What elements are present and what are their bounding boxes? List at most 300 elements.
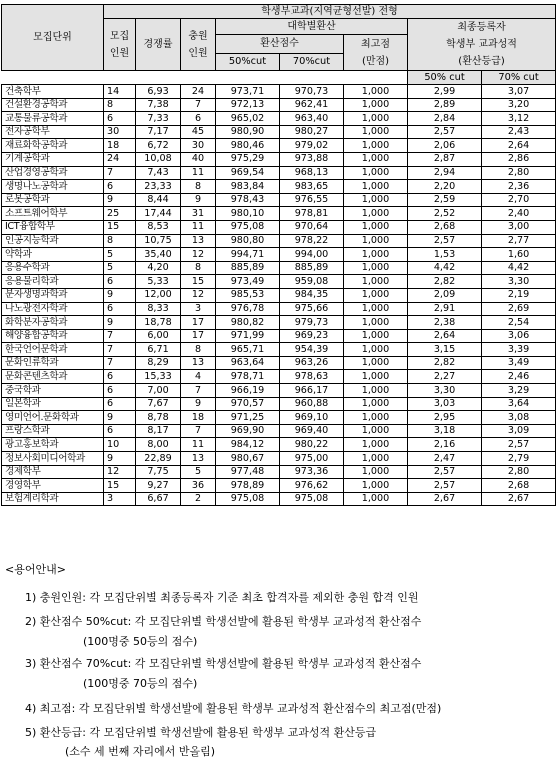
table-row bbox=[2, 85, 556, 99]
header-cut70: 70%cut bbox=[280, 54, 344, 71]
cell-unit: 일본학과 bbox=[2, 397, 104, 411]
cell-quota: 7 bbox=[104, 343, 136, 357]
cell-quota: 5 bbox=[104, 261, 136, 275]
cell-rate: 7,75 bbox=[136, 465, 181, 479]
cell-score-50: 980,82 bbox=[216, 316, 280, 330]
cell-extra: 8 bbox=[181, 343, 216, 357]
header-unit: 모집단위 bbox=[2, 5, 104, 71]
cell-score-70: 978,22 bbox=[280, 234, 344, 248]
cell-grade-50: 2,99 bbox=[408, 85, 482, 99]
table-row bbox=[2, 356, 556, 370]
note-continuation: (소수 세 번째 자리에서 반올림) bbox=[65, 745, 216, 758]
cell-quota: 6 bbox=[104, 424, 136, 438]
cell-score-70: 976,62 bbox=[280, 479, 344, 493]
cell-grade-50: 2,68 bbox=[408, 220, 482, 234]
table-row bbox=[2, 397, 556, 411]
cell-grade-50: 2,27 bbox=[408, 370, 482, 384]
cell-max: 1,000 bbox=[344, 424, 408, 438]
cell-grade-70: 3,09 bbox=[482, 424, 556, 438]
cell-rate: 8,44 bbox=[136, 193, 181, 207]
table-row bbox=[2, 465, 556, 479]
cell-grade-70: 2,54 bbox=[482, 316, 556, 330]
cell-score-50: 980,90 bbox=[216, 125, 280, 139]
cell-grade-70: 3,06 bbox=[482, 329, 556, 343]
admission-results-table bbox=[1, 4, 556, 506]
cell-rate: 10,75 bbox=[136, 234, 181, 248]
cell-max: 1,000 bbox=[344, 125, 408, 139]
cell-rate: 8,00 bbox=[136, 438, 181, 452]
cell-score-70: 970,73 bbox=[280, 85, 344, 99]
cell-rate: 22,89 bbox=[136, 452, 181, 466]
cell-grade-50: 2,82 bbox=[408, 356, 482, 370]
cell-grade-50: 2,16 bbox=[408, 438, 482, 452]
table-row bbox=[2, 438, 556, 452]
cell-unit: 나노광전자학과 bbox=[2, 302, 104, 316]
cell-max: 1,000 bbox=[344, 275, 408, 289]
cell-score-70: 973,36 bbox=[280, 465, 344, 479]
cell-grade-70: 2,64 bbox=[482, 139, 556, 153]
cell-rate: 9,27 bbox=[136, 479, 181, 493]
note-line: 1) 충원인원: 각 모집단위별 최종등록자 기준 최초 합격자를 제외한 충원 합격 인원 bbox=[25, 591, 419, 604]
cell-grade-50: 2,57 bbox=[408, 465, 482, 479]
cell-score-70: 994,00 bbox=[280, 248, 344, 262]
note-line: 3) 환산점수 70%cut: 각 모집단위별 학생선발에 활용된 학생부 교과성적 환산점수 bbox=[25, 657, 422, 670]
header-converted-group: 대학별환산 bbox=[216, 19, 408, 35]
cell-quota: 9 bbox=[104, 316, 136, 330]
cell-unit: 한국언어문학과 bbox=[2, 343, 104, 357]
cell-grade-70: 3,29 bbox=[482, 384, 556, 398]
cell-quota: 30 bbox=[104, 125, 136, 139]
cell-max: 1,000 bbox=[344, 479, 408, 493]
cell-score-70: 979,73 bbox=[280, 316, 344, 330]
cell-score-70: 970,64 bbox=[280, 220, 344, 234]
note-line: 4) 최고점: 각 모집단위별 학생선발에 활용된 학생부 교과성적 환산점수의 최고점(만점) bbox=[25, 702, 442, 715]
cell-grade-50: 2,52 bbox=[408, 207, 482, 221]
cell-grade-50: 2,57 bbox=[408, 234, 482, 248]
cell-grade-50: 2,06 bbox=[408, 139, 482, 153]
cell-quota: 8 bbox=[104, 98, 136, 112]
cell-grade-50: 2,87 bbox=[408, 152, 482, 166]
cell-quota: 6 bbox=[104, 397, 136, 411]
table-row bbox=[2, 275, 556, 289]
cell-grade-70: 2,19 bbox=[482, 288, 556, 302]
cell-rate: 15,33 bbox=[136, 370, 181, 384]
cell-extra: 24 bbox=[181, 85, 216, 99]
cell-max: 1,000 bbox=[344, 316, 408, 330]
cell-quota: 12 bbox=[104, 465, 136, 479]
table-row bbox=[2, 139, 556, 153]
cell-grade-70: 3,07 bbox=[482, 85, 556, 99]
cell-max: 1,000 bbox=[344, 98, 408, 112]
header-final-registrants: 최종등록자 학생부 교과성적 (환산등급) bbox=[408, 19, 556, 71]
cell-extra: 15 bbox=[181, 275, 216, 289]
cell-extra: 2 bbox=[181, 492, 216, 506]
cell-max: 1,000 bbox=[344, 152, 408, 166]
header-max: 최고점 (만점) bbox=[344, 35, 408, 71]
cell-grade-70: 2,67 bbox=[482, 492, 556, 506]
cell-grade-70: 2,70 bbox=[482, 193, 556, 207]
table-row bbox=[2, 207, 556, 221]
cell-grade-50: 2,95 bbox=[408, 411, 482, 425]
cell-grade-50: 2,47 bbox=[408, 452, 482, 466]
cell-grade-50: 2,57 bbox=[408, 479, 482, 493]
cell-score-50: 973,71 bbox=[216, 85, 280, 99]
cell-score-50: 965,02 bbox=[216, 112, 280, 126]
cell-unit: 응용수학과 bbox=[2, 261, 104, 275]
cell-extra: 7 bbox=[181, 384, 216, 398]
cell-grade-50: 2,91 bbox=[408, 302, 482, 316]
cell-unit: 건설환경공학과 bbox=[2, 98, 104, 112]
cell-rate: 18,78 bbox=[136, 316, 181, 330]
cell-quota: 18 bbox=[104, 139, 136, 153]
table-body bbox=[2, 85, 556, 506]
cell-unit: 전자공학부 bbox=[2, 125, 104, 139]
cell-extra: 12 bbox=[181, 288, 216, 302]
cell-score-50: 978,43 bbox=[216, 193, 280, 207]
cell-max: 1,000 bbox=[344, 397, 408, 411]
cell-extra: 13 bbox=[181, 452, 216, 466]
cell-quota: 14 bbox=[104, 85, 136, 99]
cell-quota: 6 bbox=[104, 275, 136, 289]
cell-grade-50: 2,89 bbox=[408, 98, 482, 112]
cell-max: 1,000 bbox=[344, 261, 408, 275]
cell-score-70: 980,22 bbox=[280, 438, 344, 452]
cell-unit: 정보사회미디어학과 bbox=[2, 452, 104, 466]
cell-max: 1,000 bbox=[344, 438, 408, 452]
cell-grade-70: 3,30 bbox=[482, 275, 556, 289]
cell-rate: 6,93 bbox=[136, 85, 181, 99]
cell-quota: 9 bbox=[104, 411, 136, 425]
cell-score-50: 985,53 bbox=[216, 288, 280, 302]
cell-quota: 24 bbox=[104, 152, 136, 166]
cell-grade-70: 3,49 bbox=[482, 356, 556, 370]
cell-unit: 인공지능학과 bbox=[2, 234, 104, 248]
cell-rate: 8,17 bbox=[136, 424, 181, 438]
cell-score-70: 976,55 bbox=[280, 193, 344, 207]
cell-quota: 6 bbox=[104, 384, 136, 398]
cell-unit: 약학과 bbox=[2, 248, 104, 262]
cell-score-70: 978,63 bbox=[280, 370, 344, 384]
cell-grade-50: 2,59 bbox=[408, 193, 482, 207]
note-line: 2) 환산점수 50%cut: 각 모집단위별 학생선발에 활용된 학생부 교과성적 환산점수 bbox=[25, 615, 422, 628]
cell-rate: 8,29 bbox=[136, 356, 181, 370]
cell-extra: 31 bbox=[181, 207, 216, 221]
cell-unit: 문화콘텐츠학과 bbox=[2, 370, 104, 384]
cell-unit: 생명나노공학과 bbox=[2, 180, 104, 194]
cell-quota: 9 bbox=[104, 452, 136, 466]
cell-unit: 로봇공학과 bbox=[2, 193, 104, 207]
cell-unit: 건축학부 bbox=[2, 85, 104, 99]
cell-max: 1,000 bbox=[344, 452, 408, 466]
cell-max: 1,000 bbox=[344, 329, 408, 343]
cell-max: 1,000 bbox=[344, 234, 408, 248]
cell-score-50: 963,64 bbox=[216, 356, 280, 370]
cell-unit: 교통물류공학과 bbox=[2, 112, 104, 126]
cell-grade-50: 4,42 bbox=[408, 261, 482, 275]
cell-rate: 10,08 bbox=[136, 152, 181, 166]
table-row bbox=[2, 234, 556, 248]
cell-score-70: 973,88 bbox=[280, 152, 344, 166]
cell-score-50: 980,46 bbox=[216, 139, 280, 153]
cell-unit: 경영학부 bbox=[2, 479, 104, 493]
cell-quota: 6 bbox=[104, 112, 136, 126]
table-row bbox=[2, 329, 556, 343]
cell-score-70: 969,23 bbox=[280, 329, 344, 343]
cell-score-50: 975,08 bbox=[216, 220, 280, 234]
cell-rate: 7,17 bbox=[136, 125, 181, 139]
cell-grade-50: 2,84 bbox=[408, 112, 482, 126]
cell-unit: 프랑스학과 bbox=[2, 424, 104, 438]
cell-grade-50: 2,82 bbox=[408, 275, 482, 289]
cell-score-70: 983,65 bbox=[280, 180, 344, 194]
table-row bbox=[2, 248, 556, 262]
cell-rate: 7,43 bbox=[136, 166, 181, 180]
cell-score-50: 976,78 bbox=[216, 302, 280, 316]
cell-unit: 화학분자공학과 bbox=[2, 316, 104, 330]
cell-rate: 4,20 bbox=[136, 261, 181, 275]
cell-unit: 소프트웨어학부 bbox=[2, 207, 104, 221]
cell-quota: 6 bbox=[104, 302, 136, 316]
cell-max: 1,000 bbox=[344, 370, 408, 384]
cell-score-70: 984,35 bbox=[280, 288, 344, 302]
cell-rate: 23,33 bbox=[136, 180, 181, 194]
cell-grade-70: 2,80 bbox=[482, 166, 556, 180]
cell-score-70: 969,40 bbox=[280, 424, 344, 438]
notes-title: <용어안내> bbox=[5, 563, 66, 576]
cell-max: 1,000 bbox=[344, 180, 408, 194]
table-row bbox=[2, 411, 556, 425]
cell-max: 1,000 bbox=[344, 384, 408, 398]
cell-unit: 분자생명과학과 bbox=[2, 288, 104, 302]
cell-grade-70: 2,79 bbox=[482, 452, 556, 466]
cell-unit: 응용물리학과 bbox=[2, 275, 104, 289]
cell-rate: 7,38 bbox=[136, 98, 181, 112]
cell-max: 1,000 bbox=[344, 248, 408, 262]
header-group-title: 학생부교과(지역균형선발) 전형 bbox=[104, 5, 556, 19]
cell-extra: 18 bbox=[181, 411, 216, 425]
cell-score-50: 994,71 bbox=[216, 248, 280, 262]
cell-unit: 경제학부 bbox=[2, 465, 104, 479]
cell-score-70: 963,26 bbox=[280, 356, 344, 370]
cell-rate: 7,00 bbox=[136, 384, 181, 398]
cell-grade-70: 3,39 bbox=[482, 343, 556, 357]
cell-extra: 6 bbox=[181, 112, 216, 126]
cell-grade-70: 3,08 bbox=[482, 411, 556, 425]
cell-score-70: 979,02 bbox=[280, 139, 344, 153]
cell-score-50: 971,99 bbox=[216, 329, 280, 343]
cell-rate: 8,53 bbox=[136, 220, 181, 234]
table-row bbox=[2, 152, 556, 166]
cell-grade-50: 2,09 bbox=[408, 288, 482, 302]
table-row bbox=[2, 261, 556, 275]
cell-max: 1,000 bbox=[344, 139, 408, 153]
table-row bbox=[2, 112, 556, 126]
cell-grade-70: 2,69 bbox=[482, 302, 556, 316]
cell-grade-70: 2,36 bbox=[482, 180, 556, 194]
cell-score-70: 980,27 bbox=[280, 125, 344, 139]
cell-rate: 6,72 bbox=[136, 139, 181, 153]
cell-unit: 해양융합공학과 bbox=[2, 329, 104, 343]
cell-extra: 11 bbox=[181, 166, 216, 180]
cell-grade-50: 2,57 bbox=[408, 125, 482, 139]
cell-unit: 영미언어.문화학과 bbox=[2, 411, 104, 425]
cell-rate: 35,40 bbox=[136, 248, 181, 262]
table-row bbox=[2, 316, 556, 330]
cell-quota: 7 bbox=[104, 356, 136, 370]
cell-rate: 7,67 bbox=[136, 397, 181, 411]
cell-score-50: 975,08 bbox=[216, 492, 280, 506]
cell-grade-70: 3,12 bbox=[482, 112, 556, 126]
cell-quota: 25 bbox=[104, 207, 136, 221]
table-row bbox=[2, 424, 556, 438]
table-row bbox=[2, 166, 556, 180]
cell-quota: 15 bbox=[104, 479, 136, 493]
cell-grade-50: 3,15 bbox=[408, 343, 482, 357]
cell-grade-70: 2,43 bbox=[482, 125, 556, 139]
cell-score-50: 965,71 bbox=[216, 343, 280, 357]
cell-grade-70: 2,80 bbox=[482, 465, 556, 479]
cell-extra: 40 bbox=[181, 152, 216, 166]
table-header bbox=[2, 5, 556, 85]
cell-max: 1,000 bbox=[344, 112, 408, 126]
cell-grade-50: 3,18 bbox=[408, 424, 482, 438]
table-row bbox=[2, 302, 556, 316]
cell-extra: 12 bbox=[181, 248, 216, 262]
table-row bbox=[2, 125, 556, 139]
cell-grade-50: 1,53 bbox=[408, 248, 482, 262]
header-extra: 충원 인원 bbox=[181, 19, 216, 71]
cell-extra: 36 bbox=[181, 479, 216, 493]
cell-max: 1,000 bbox=[344, 465, 408, 479]
cell-extra: 13 bbox=[181, 356, 216, 370]
cell-score-50: 969,90 bbox=[216, 424, 280, 438]
cell-rate: 8,33 bbox=[136, 302, 181, 316]
cell-score-50: 980,80 bbox=[216, 234, 280, 248]
cell-max: 1,000 bbox=[344, 492, 408, 506]
cell-max: 1,000 bbox=[344, 356, 408, 370]
cell-grade-70: 1,60 bbox=[482, 248, 556, 262]
cell-grade-70: 2,68 bbox=[482, 479, 556, 493]
cell-score-50: 970,57 bbox=[216, 397, 280, 411]
cell-score-50: 966,19 bbox=[216, 384, 280, 398]
cell-score-70: 978,81 bbox=[280, 207, 344, 221]
cell-score-70: 959,08 bbox=[280, 275, 344, 289]
cell-score-70: 975,08 bbox=[280, 492, 344, 506]
cell-max: 1,000 bbox=[344, 85, 408, 99]
table-row bbox=[2, 343, 556, 357]
cell-score-70: 885,89 bbox=[280, 261, 344, 275]
note-continuation: (100명중 50등의 점수) bbox=[83, 635, 198, 648]
header-quota: 모집 인원 bbox=[104, 19, 136, 71]
table-row bbox=[2, 193, 556, 207]
cell-grade-70: 2,40 bbox=[482, 207, 556, 221]
cell-max: 1,000 bbox=[344, 343, 408, 357]
cell-max: 1,000 bbox=[344, 193, 408, 207]
cell-score-70: 962,41 bbox=[280, 98, 344, 112]
header-final-70: 70% cut bbox=[482, 71, 556, 85]
cell-score-50: 973,49 bbox=[216, 275, 280, 289]
cell-unit: 문화인류학과 bbox=[2, 356, 104, 370]
cell-unit: 기계공학과 bbox=[2, 152, 104, 166]
cell-quota: 5 bbox=[104, 248, 136, 262]
table-row bbox=[2, 384, 556, 398]
cell-score-50: 980,10 bbox=[216, 207, 280, 221]
cell-unit: 재료화학공학과 bbox=[2, 139, 104, 153]
cell-extra: 8 bbox=[181, 261, 216, 275]
cell-extra: 9 bbox=[181, 193, 216, 207]
cell-extra: 7 bbox=[181, 98, 216, 112]
cell-rate: 6,71 bbox=[136, 343, 181, 357]
cell-extra: 13 bbox=[181, 234, 216, 248]
cell-extra: 11 bbox=[181, 220, 216, 234]
cell-quota: 6 bbox=[104, 370, 136, 384]
cell-grade-50: 2,38 bbox=[408, 316, 482, 330]
table-row bbox=[2, 452, 556, 466]
cell-score-70: 975,66 bbox=[280, 302, 344, 316]
cell-score-70: 954,39 bbox=[280, 343, 344, 357]
cell-score-70: 960,88 bbox=[280, 397, 344, 411]
header-final-50: 50% cut bbox=[408, 71, 482, 85]
table-row bbox=[2, 98, 556, 112]
cell-rate: 12,00 bbox=[136, 288, 181, 302]
cell-score-50: 978,89 bbox=[216, 479, 280, 493]
cell-unit: 산업경영공학과 bbox=[2, 166, 104, 180]
cell-extra: 7 bbox=[181, 424, 216, 438]
cell-score-70: 968,13 bbox=[280, 166, 344, 180]
cell-grade-70: 2,77 bbox=[482, 234, 556, 248]
cell-unit: 광고홍보학과 bbox=[2, 438, 104, 452]
cell-rate: 17,44 bbox=[136, 207, 181, 221]
table-row bbox=[2, 220, 556, 234]
cell-quota: 3 bbox=[104, 492, 136, 506]
cell-max: 1,000 bbox=[344, 411, 408, 425]
cell-quota: 15 bbox=[104, 220, 136, 234]
table-row bbox=[2, 492, 556, 506]
cell-grade-50: 3,30 bbox=[408, 384, 482, 398]
cell-grade-70: 3,20 bbox=[482, 98, 556, 112]
cell-max: 1,000 bbox=[344, 220, 408, 234]
cell-unit: 중국학과 bbox=[2, 384, 104, 398]
cell-grade-50: 2,64 bbox=[408, 329, 482, 343]
header-rate: 경쟁률 bbox=[136, 19, 181, 71]
cell-score-70: 969,10 bbox=[280, 411, 344, 425]
cell-extra: 4 bbox=[181, 370, 216, 384]
note-continuation: (100명중 70등의 점수) bbox=[83, 677, 198, 690]
cell-quota: 6 bbox=[104, 180, 136, 194]
header-cut50: 50%cut bbox=[216, 54, 280, 71]
cell-score-50: 885,89 bbox=[216, 261, 280, 275]
table-row bbox=[2, 288, 556, 302]
cell-grade-70: 3,64 bbox=[482, 397, 556, 411]
table-row bbox=[2, 479, 556, 493]
cell-grade-70: 2,86 bbox=[482, 152, 556, 166]
cell-rate: 7,33 bbox=[136, 112, 181, 126]
cell-quota: 7 bbox=[104, 329, 136, 343]
cell-unit: 보험계리학과 bbox=[2, 492, 104, 506]
cell-extra: 17 bbox=[181, 316, 216, 330]
cell-score-50: 969,54 bbox=[216, 166, 280, 180]
cell-grade-50: 2,67 bbox=[408, 492, 482, 506]
cell-score-70: 963,40 bbox=[280, 112, 344, 126]
cell-max: 1,000 bbox=[344, 207, 408, 221]
cell-max: 1,000 bbox=[344, 288, 408, 302]
cell-extra: 30 bbox=[181, 139, 216, 153]
cell-score-50: 980,67 bbox=[216, 452, 280, 466]
cell-grade-70: 3,00 bbox=[482, 220, 556, 234]
cell-score-50: 978,71 bbox=[216, 370, 280, 384]
cell-score-50: 975,29 bbox=[216, 152, 280, 166]
cell-score-50: 977,48 bbox=[216, 465, 280, 479]
